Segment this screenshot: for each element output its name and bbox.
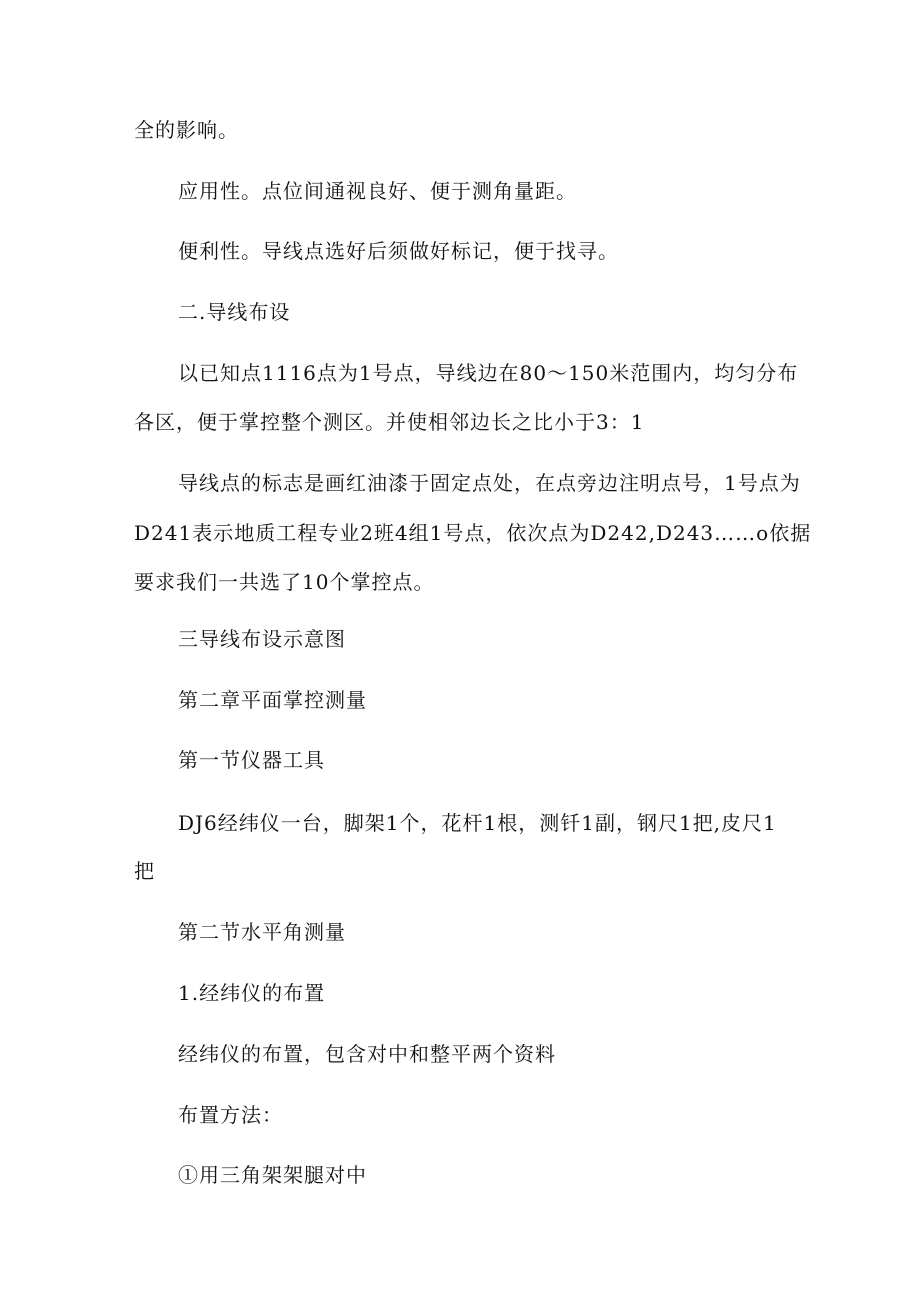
- text-paragraph-convenience: 便利性。导线点选好后须做好标记，便于找寻。: [178, 239, 619, 263]
- section-heading-diagram: 三导线布设示意图: [178, 627, 346, 651]
- text-paragraph-applicability: 应用性。点位间通视良好、便于测角量距。: [178, 179, 577, 203]
- text-label-method: 布置方法：: [178, 1103, 283, 1127]
- subsection-heading-setup: 1.经纬仪的布置: [178, 981, 326, 1005]
- text-list-item-1: ①用三角架架腿对中: [178, 1163, 367, 1187]
- section-heading-instruments: 第一节仪器工具: [178, 748, 325, 772]
- text-paragraph-point-marking: 导线点的标志是画红油漆于固定点处，在点旁边注明点号，1号点为: [178, 471, 801, 495]
- text-paragraph-known-point-cont: 各区，便于掌控整个测区。并使相邻边长之比小于3：1: [134, 410, 645, 434]
- section-heading-traverse-layout: 二.导线布设: [178, 300, 291, 324]
- text-paragraph-point-marking-cont: D241表示地质工程专业2班4组1号点，依次点为D242,D243……o依据: [134, 521, 812, 545]
- section-heading-horizontal-angle: 第二节水平角测量: [178, 920, 346, 944]
- text-paragraph-equipment: DJ6经纬仪一台，脚架1个，花杆1根，测钎1副，钢尺1把,皮尺1: [178, 811, 777, 835]
- text-paragraph-known-point: 以已知点1116点为1号点，导线边在80～150米范围内，均匀分布: [178, 361, 799, 385]
- chapter-heading: 第二章平面掌控测量: [178, 688, 367, 712]
- text-paragraph-equipment-cont: 把: [134, 859, 155, 883]
- text-paragraph-point-marking-end: 要求我们一共选了10个掌控点。: [134, 570, 435, 594]
- text-paragraph-setup: 经纬仪的布置，包含对中和整平两个资料: [178, 1042, 556, 1066]
- text-line-continuation: 全的影响。: [134, 118, 239, 142]
